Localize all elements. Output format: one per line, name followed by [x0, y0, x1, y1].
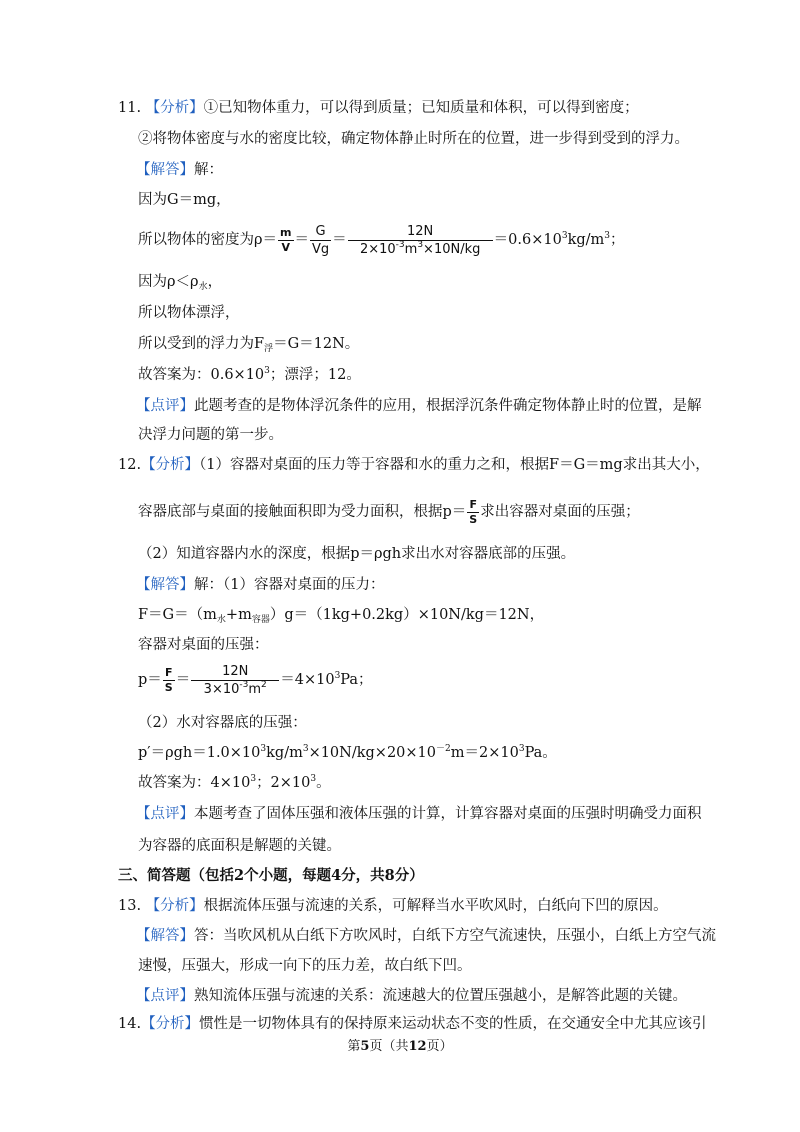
analysis-tag: 【分析】 [145, 100, 204, 116]
comment-text: 熟知流体压强与流速的关系：流速越大的位置压强越小，是解答此题的关键。 [194, 988, 687, 1004]
page-footer: 第5页（共12页） [347, 1039, 453, 1054]
q14-analysis-line [118, 1014, 707, 1034]
fraction-denominator: V [281, 240, 291, 254]
q11-compare-line: 因为$\rho<\rho_水$， [138, 274, 223, 292]
analysis-text: 惯性是一切物体具有的保持原来运动状态不变的性质，在交通安全中尤其应该引 [199, 1016, 707, 1032]
q12-water-pressure-line: $p'=\rho gh=1.0\times 10^3kg/m^3\times 10N/kg\times 20\times 10^{-2}m=2\times 10^3Pa$。 [138, 744, 557, 761]
comment-text: 此题考查的是物体浮沉条件的应用，根据浮沉条件确定物体静止时的位置，是解 [194, 398, 702, 414]
fraction-numerator: m [280, 225, 292, 239]
comment-tag: 【点评】 [136, 988, 194, 1004]
answer-tag: 【解答】 [136, 928, 194, 944]
q11-comment-line2: 决浮力问题的第一步。 [138, 427, 283, 443]
fraction-m-over-v [278, 226, 293, 255]
q11-gmg-line: 因为G＝mg， [138, 192, 231, 208]
answer-tag: 【解答】 [136, 162, 194, 178]
q11-analysis-line2: ②将物体密度与水的密度比较，确定物体静止时所在的位置，进一步得到受到的浮力。 [138, 131, 689, 147]
analysis-text: 根据流体压强与流速的关系，可解释当水平吹风时，白纸向下凹的原因。 [203, 898, 668, 914]
fraction-numerator: 12N [348, 223, 493, 241]
q11-density-formula [138, 222, 625, 258]
analysis-tag: 【分析】 [145, 898, 204, 914]
fraction-f-over-s: $\frac{F}{S}$ [164, 665, 173, 694]
equals-sign: ＝ [332, 232, 347, 248]
q13-answer-line1 [136, 926, 716, 946]
q11-answer-head [136, 160, 223, 180]
comment-tag: 【点评】 [136, 398, 194, 414]
section-title: 三、简答题（包括2个小题，每题4分，共8分） [118, 867, 424, 884]
comment-text: 本题考查了固体压强和液体压强的计算，计算容器对桌面的压强时明确受力面积 [194, 806, 702, 822]
answer-text: 解：（1）容器对桌面的压力： [194, 577, 385, 593]
fraction-denominator: Vg [312, 241, 330, 257]
analysis-tag: 【分析】 [141, 457, 200, 473]
q11-float-line: 所以物体漂浮， [138, 305, 240, 321]
q12-answer-head [136, 575, 384, 595]
page-number: 5 [360, 1039, 370, 1054]
page-total: 12 [408, 1039, 427, 1054]
q11-comment-line1 [136, 396, 702, 416]
fraction-numeric [348, 223, 493, 258]
fraction-f-over-s: $\frac{F}{S}$ [469, 497, 478, 526]
question-number: 12. [118, 457, 142, 473]
analysis-tag: 【分析】 [141, 1016, 200, 1032]
fraction-numeric: $\frac{12N}{3\times 10^{-3}m^2}$ [191, 663, 279, 698]
comment-tag: 【点评】 [136, 806, 194, 822]
q13-analysis-line [118, 896, 668, 916]
q13-comment-line [136, 986, 687, 1006]
answer-text: 解： [194, 162, 223, 178]
q12-comment-line2: 为容器的底面积是解题的关键。 [138, 838, 341, 854]
q12-analysis-line3: （2）知道容器内水的深度，根据p＝ρgh求出水对容器底部的压强。 [138, 546, 576, 562]
q12-pressure-label: 容器对桌面的压强： [138, 637, 269, 653]
question-number: 13. [118, 898, 142, 914]
density-result: $=0.6\times 10^3kg/m^3$； [493, 231, 625, 248]
q12-analysis-line1 [118, 455, 710, 475]
q11-analysis-line1 [118, 98, 639, 118]
q11-buoyancy-line: 所以受到的浮力为$F_浮=G=12N$。 [138, 336, 360, 354]
density-prefix: 所以物体的密度为ρ＝ [138, 232, 278, 248]
q12-force-line: $F=G=(m_水+m_{容器})g=(1kg+0.2kg)\times 10N/kg=12N$， [138, 607, 545, 625]
q13-answer-line2: 速慢，压强大，形成一向下的压力差，故白纸下凹。 [138, 958, 472, 974]
fraction-denominator: $2\times 10^{-3}m^3\times 10N/kg$ [359, 239, 481, 257]
q12-final-answer: 故答案为：$4\times 10^3$；$2\times 10^3$。 [138, 774, 331, 791]
q12-water-label: （2）水对容器底的压强： [138, 715, 307, 731]
analysis-text: （1）容器对桌面的压力等于容器和水的重力之和，根据F＝G＝mg求出其大小， [199, 457, 710, 473]
equals-sign: ＝ [294, 232, 309, 248]
fraction-numerator: G [310, 223, 331, 241]
q12-analysis-line2: 容器底部与桌面的接触面积即为受力面积，根据p＝ $\frac{F}{S}$ 求出容器对桌面的压强； [138, 497, 640, 526]
analysis-text: ①已知物体重力，可以得到质量；已知质量和体积，可以得到密度； [203, 100, 639, 116]
answer-tag: 【解答】 [136, 577, 194, 593]
question-number: 11. [118, 100, 142, 116]
answer-text: 答：当吹风机从白纸下方吹风时，白纸下方空气流速快，压强小，白纸上方空气流 [194, 928, 716, 944]
q12-comment-line1 [136, 804, 702, 824]
q12-pressure-formula: p＝ $\frac{F}{S}$ ＝ $\frac{12N}{3\times 10^{-3}m^2}$ $=4\times 10^3Pa$； [138, 663, 373, 697]
q11-final-answer: 故答案为：$0.6\times 10^3$；漂浮；12。 [138, 366, 361, 383]
fraction-g-over-vg [310, 223, 331, 258]
question-number: 14. [118, 1016, 142, 1032]
pressure-result: $=4\times 10^3Pa$； [280, 671, 373, 688]
